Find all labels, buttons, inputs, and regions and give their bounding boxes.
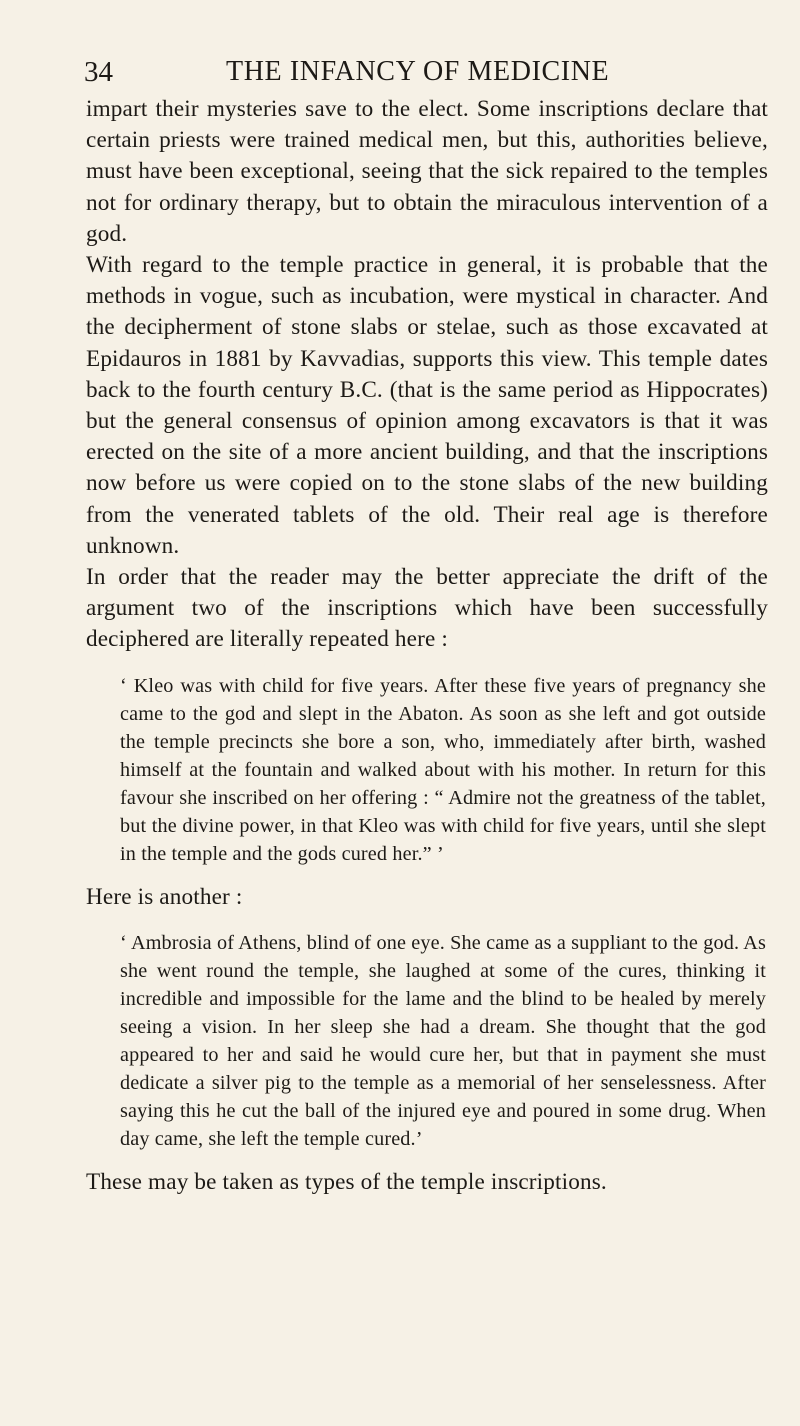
inscription-quote-2 (86, 929, 768, 1153)
paragraph-5: These may be taken as types of the temple inscriptions. (86, 1168, 607, 1195)
book-page (86, 52, 768, 1198)
page-number: 34 (84, 56, 113, 88)
inscription-text-1: ‘ Kleo was with child for five years. After these five years of pregnancy she came to the god and slept in the Abaton. As soon as she left and got outside the temple precincts she bore a son, who, immediately after birth, washed himself at the fountain and walked about with his mother. In return for this favour she inscribed on her offering : “ Admire not the greatness of the tablet, but the divine power, in that Kleo was with child for five years, until she slept in the temple and the gods cured her.” ’ (120, 674, 766, 865)
running-head: THE INFANCY OF MEDICINE (226, 56, 610, 87)
paragraph-2: With regard to the temple practice in general, it is probable that the methods in vogue, such as incubation, were mystical in character. And the decipherment of stone slabs or stelae, such as those excavated at Epidauros in 1881 by Kavvadias, supports this view. This temple dates back to the fourth century B.C. (that is the same period as Hippocrates) but the general consensus of opinion among excavators is that it was erected on the site of a more ancient building, and that the inscriptions now before us were copied on to the stone slabs of the new building from the venerated tablets of the old. Their real age is therefore unknown. (86, 252, 768, 559)
inscription-quote-1 (86, 672, 768, 868)
paragraph-4: Here is another : (86, 883, 243, 910)
inscription-text-2: ‘ Ambrosia of Athens, blind of one eye. She came as a suppliant to the god. As she went round the temple, she laughed at some of the cures, thinking it incredible and impossible for the lame and the blind to be healed by merely seeing a vision. In her sleep she had a dream. She thought that the god appeared to her and said he would cure her, but that in payment she must dedicate a silver pig to the temple as a memorial of her senselessness. After saying this he cut the ball of the injured eye and poured in some drug. When day came, she left the temple cured.’ (120, 931, 766, 1150)
page-header (86, 52, 768, 94)
body-text (86, 94, 768, 1198)
paragraph-3: In order that the reader may the better appreciate the drift of the argument two of the inscriptions which have been successfully deciphered are literally repeated here : (86, 564, 768, 653)
paragraph-1: impart their mysteries save to the elect. Some inscriptions declare that certain priests were trained medical men, but this, authorities believe, must have been exceptional, seeing that the sick repaired to the temples not for ordinary therapy, but to obtain the miraculous intervention of a god. (86, 96, 768, 247)
